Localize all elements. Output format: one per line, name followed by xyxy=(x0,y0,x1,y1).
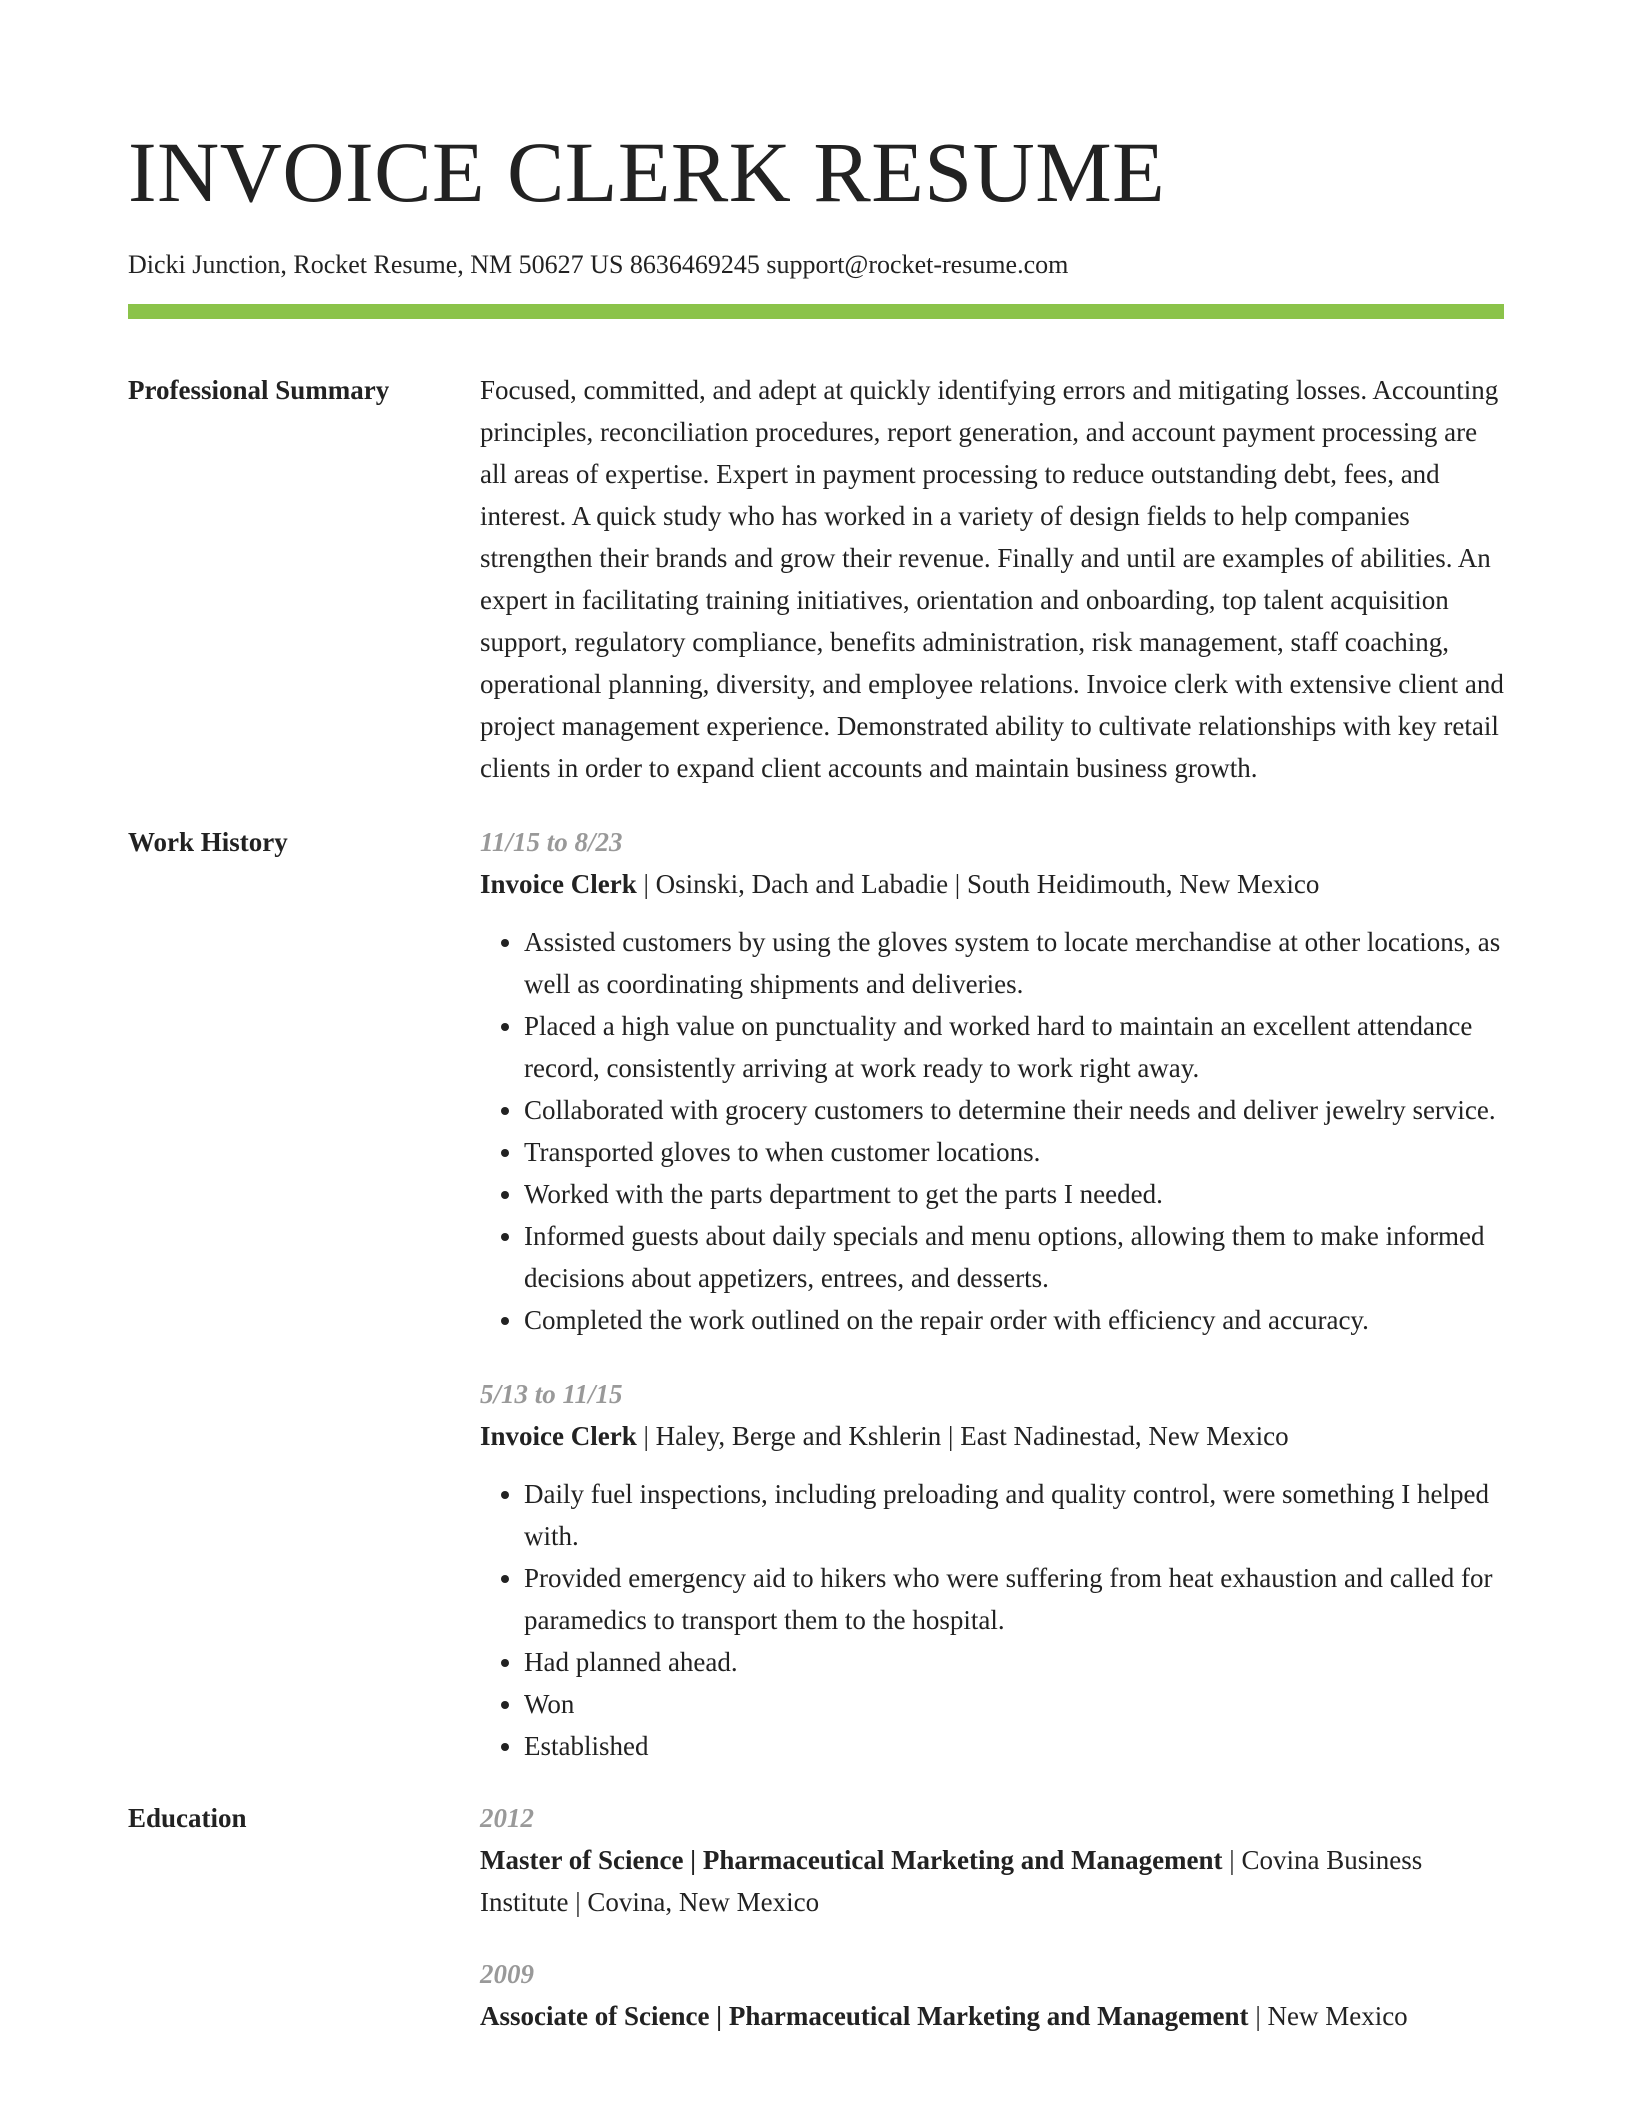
job-heading xyxy=(480,1415,1504,1457)
job-dates: 5/13 to 11/15 xyxy=(480,1379,623,1409)
resume-title: INVOICE CLERK RESUME xyxy=(128,124,1166,220)
job-company-location: | Osinski, Dach and Labadie | South Heidimouth, New Mexico xyxy=(636,869,1320,899)
education-heading: Education xyxy=(128,1803,247,1833)
job-dates: 11/15 to 8/23 xyxy=(480,827,623,857)
job-title: Invoice Clerk xyxy=(480,1421,637,1451)
job-duty: • Collaborated with grocery customers to determine their needs and deliver jewelry service. xyxy=(524,1089,1504,1131)
school-location: | Covina Business Institute | Covina, New Mexico xyxy=(480,1845,1423,1917)
job-duty: • Informed guests about daily specials and menu options, allowing them to make informed decisions about appetizers, entrees, and desserts. xyxy=(524,1215,1504,1299)
header-divider xyxy=(128,304,1504,319)
job-duty: • Won xyxy=(524,1683,1504,1725)
degree-name: Associate of Science | Pharmaceutical Marketing and Management xyxy=(480,2001,1249,2031)
job-duty: • Daily fuel inspections, including preloading and quality control, were something I helped with. xyxy=(524,1473,1504,1557)
job-entry xyxy=(480,1373,1504,1767)
job-title: Invoice Clerk xyxy=(480,869,637,899)
job-duty: • Had planned ahead. xyxy=(524,1641,1504,1683)
job-duty: • Worked with the parts department to get the parts I needed. xyxy=(524,1173,1504,1215)
resume-page xyxy=(128,0,1504,2037)
degree-name: Master of Science | Pharmaceutical Marketing and Management xyxy=(480,1845,1223,1875)
school-location: | New Mexico xyxy=(1248,2001,1408,2031)
work-history-section xyxy=(128,821,1504,1767)
job-company-location: | Haley, Berge and Kshlerin | East Nadinestad, New Mexico xyxy=(636,1421,1289,1451)
education-year: 2009 xyxy=(480,1959,534,1989)
job-duty: • Placed a high value on punctuality and worked hard to maintain an excellent attendance record, consistently arriving at work ready to work right away. xyxy=(524,1005,1504,1089)
contact-address: Dicki Junction, Rocket Resume, NM 50627 US xyxy=(128,250,624,279)
education-entry xyxy=(480,1797,1504,1923)
job-entry xyxy=(480,821,1504,1341)
summary-text: Focused, committed, and adept at quickly identifying errors and mitigating losses. Accounting principles, reconciliation procedures, report generation, and account payment processing are all areas of expertise. Expert in payment processing to reduce outstanding debt, fees, and interest. A quick study who has worked in a variety of design fields to help companies strengthen their brands and grow their revenue. Finally and until are examples of abilities. An expert in facilitating training initiatives, orientation and onboarding, top talent acquisition support, regulatory compliance, benefits administration, risk management, staff coaching, operational planning, diversity, and employee relations. Invoice clerk with extensive client and project management experience. Demonstrated ability to cultivate relationships with key retail clients in order to expand client accounts and maintain business growth. xyxy=(480,375,1504,783)
education-year: 2012 xyxy=(480,1803,534,1833)
work-history-heading: Work History xyxy=(128,827,288,857)
job-duty: • Provided emergency aid to hikers who were suffering from heat exhaustion and called for paramedics to transport them to the hospital. xyxy=(524,1557,1504,1641)
contact-phone: 8636469245 xyxy=(629,250,760,279)
job-duties-list xyxy=(480,1473,1504,1767)
education-entry xyxy=(480,1953,1504,2037)
job-heading xyxy=(480,863,1504,905)
job-duty: • Established xyxy=(524,1725,1504,1767)
contact-email: support@rocket-resume.com xyxy=(766,250,1069,279)
job-duty: • Assisted customers by using the gloves system to locate merchandise at other locations, as well as coordinating shipments and deliveries. xyxy=(524,921,1504,1005)
job-duty: • Completed the work outlined on the repair order with efficiency and accuracy. xyxy=(524,1299,1504,1341)
education-section xyxy=(128,1797,1504,2037)
summary-section xyxy=(128,369,1504,789)
job-duties-list xyxy=(480,921,1504,1341)
summary-heading: Professional Summary xyxy=(128,375,390,405)
education-details xyxy=(480,1839,1504,1923)
education-details xyxy=(480,1995,1504,2037)
contact-line xyxy=(128,248,1504,282)
job-duty: • Transported gloves to when customer locations. xyxy=(524,1131,1504,1173)
